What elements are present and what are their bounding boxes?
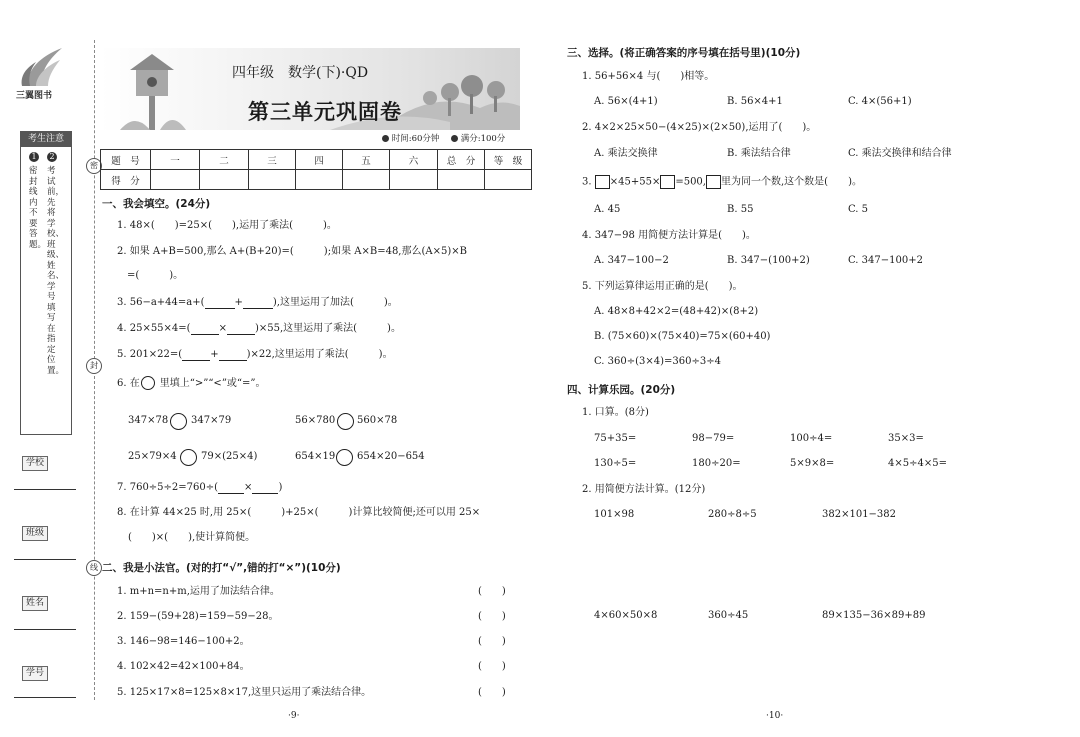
compare-left: 654×19 xyxy=(295,451,336,462)
score-cell[interactable] xyxy=(485,170,532,190)
notice-title: 考生注意 xyxy=(21,132,71,147)
compare-right: 654×20−654 xyxy=(357,451,425,462)
s3-q3-part: =500, xyxy=(675,176,706,188)
compare-right: 79×(25×4) xyxy=(201,451,258,462)
judge-paren[interactable]: ( ) xyxy=(478,687,506,698)
score-table-header: 五 xyxy=(343,150,390,170)
answer-blank[interactable] xyxy=(205,298,235,309)
judge-paren[interactable]: ( ) xyxy=(478,636,506,647)
s3-q3 xyxy=(582,175,862,189)
s3-q3-part: ×45+55× xyxy=(609,176,661,188)
s4-sub2: 2. 用简便方法计算。(12分) xyxy=(582,484,706,495)
s1-q4 xyxy=(117,323,401,335)
s3-option[interactable]: A. 347−100−2 xyxy=(594,255,669,266)
score-table-header: 六 xyxy=(390,150,438,170)
compare-circle[interactable] xyxy=(337,413,354,430)
s3-q2: 2. 4×2×25×50−(4×25)×(2×50),运用了( )。 xyxy=(582,122,817,133)
answer-blank[interactable] xyxy=(219,350,247,361)
oral-item: 130÷5= xyxy=(594,458,637,469)
oral-item: 75+35= xyxy=(594,433,637,444)
s2-item: 3. 146−98=146−100+2。 xyxy=(117,636,250,647)
score-cell[interactable] xyxy=(151,170,200,190)
seal-char-3: 线 xyxy=(86,560,102,576)
notice-number-1: 1 xyxy=(29,152,39,162)
score-table xyxy=(100,149,532,190)
calc-item: 382×101−382 xyxy=(822,509,897,520)
s1-q7-part: 7. 760÷5÷2=760÷( xyxy=(117,482,219,493)
answer-box[interactable] xyxy=(706,175,721,189)
answer-blank[interactable] xyxy=(252,483,278,494)
s3-option[interactable]: B. 乘法结合律 xyxy=(727,148,791,159)
s3-q1: 1. 56+56×4 与( )相等。 xyxy=(582,71,715,82)
field-line-name[interactable] xyxy=(14,629,76,630)
oral-item: 98−79= xyxy=(692,433,735,444)
s2-item: 4. 102×42=42×100+84。 xyxy=(117,661,250,672)
section-1-title: 一、我会填空。(24分) xyxy=(102,198,211,210)
s3-q5: 5. 下列运算律运用正确的是( )。 xyxy=(582,281,743,292)
calc-item: 280÷8÷5 xyxy=(708,509,757,520)
s1-q4-op: × xyxy=(218,323,227,334)
header-grade: 四年级 数学(下)·QD xyxy=(232,65,369,81)
notice-item-1: 密封线内不要答题。 xyxy=(29,166,47,250)
field-line-class[interactable] xyxy=(14,559,76,560)
page-number-left: ·9· xyxy=(288,711,300,721)
s3-option[interactable]: A. 乘法交换律 xyxy=(594,148,658,159)
s3-option[interactable]: B. 55 xyxy=(727,204,754,215)
field-line-school[interactable] xyxy=(14,489,76,490)
s1-q8-line1: 8. 在计算 44×25 时,用 25×( )+25×( )计算比较简便;还可以用 25× xyxy=(117,507,481,518)
oral-item: 180÷20= xyxy=(692,458,741,469)
compare-circle[interactable] xyxy=(170,413,187,430)
field-label-school: 学校 xyxy=(22,456,48,471)
s1-q5 xyxy=(117,349,393,361)
oral-item: 5×9×8= xyxy=(790,458,835,469)
s3-option[interactable]: A. 45 xyxy=(594,204,621,215)
s1-q4-part: )×55,这里运用了乘法( )。 xyxy=(254,323,401,334)
s3-q3-part: 里为同一个数,这个数是( )。 xyxy=(720,176,862,188)
answer-blank[interactable] xyxy=(218,483,244,494)
s2-item: 1. m+n=n+m,运用了加法结合律。 xyxy=(117,586,280,597)
header-score xyxy=(451,133,505,145)
score-cell[interactable] xyxy=(296,170,343,190)
header-title: 第三单元巩固卷 xyxy=(248,100,402,124)
s3-option[interactable]: C. 5 xyxy=(848,204,869,215)
score-table-header: 题 号 xyxy=(101,150,151,170)
compare-left: 25×79×4 xyxy=(128,451,177,462)
oral-item: 35×3= xyxy=(888,433,924,444)
answer-box[interactable] xyxy=(660,175,675,189)
s3-option[interactable]: C. 4×(56+1) xyxy=(848,96,912,107)
s3-option[interactable]: B. 347−(100+2) xyxy=(727,255,810,266)
s2-item: 5. 125×17×8=125×8×17,这里只运用了乘法结合律。 xyxy=(117,687,372,698)
answer-blank[interactable] xyxy=(182,350,210,361)
s1-q2-line2: =( )。 xyxy=(127,270,184,281)
field-label-class: 班级 xyxy=(22,526,48,541)
section-4-title: 四、计算乐园。(20分) xyxy=(567,384,676,396)
s4-sub1: 1. 口算。(8分) xyxy=(582,407,649,418)
judge-paren[interactable]: ( ) xyxy=(478,661,506,672)
notice-item-2: 考试前，先将学校、班级、姓名、学号填写在指定位置。 xyxy=(47,166,65,376)
s1-q3-part: 3. 56−a+44=a+( xyxy=(117,297,205,308)
score-table-header: 三 xyxy=(249,150,296,170)
s1-q7 xyxy=(117,482,282,494)
seal-char-2: 封 xyxy=(86,358,102,374)
clock-icon xyxy=(382,135,389,142)
compare-right: 347×79 xyxy=(191,415,232,426)
compare-left: 56×780 xyxy=(295,415,336,426)
answer-blank[interactable] xyxy=(243,298,273,309)
notice-number-2: 2 xyxy=(47,152,57,162)
s3-q4: 4. 347−98 用简便方法计算是( )。 xyxy=(582,230,756,241)
score-cell[interactable] xyxy=(390,170,438,190)
calc-item: 89×135−36×89+89 xyxy=(822,610,926,621)
s1-q3-op: + xyxy=(234,297,243,308)
calc-item: 360÷45 xyxy=(708,610,749,621)
s1-q5-part: )×22,这里运用了乘法( )。 xyxy=(246,349,393,360)
s3-option[interactable]: A. 56×(4+1) xyxy=(594,96,658,107)
s1-q3 xyxy=(117,297,398,309)
s1-q3-part: ),这里运用了加法( )。 xyxy=(272,297,398,308)
oral-item: 100÷4= xyxy=(790,433,833,444)
score-table-header: 一 xyxy=(151,150,200,170)
score-table-row-label: 得 分 xyxy=(101,170,151,190)
score-icon xyxy=(451,135,458,142)
s3-option[interactable]: A. 48×8+42×2=(48+42)×(8+2) xyxy=(594,306,759,317)
header-time-text: 时间:60分钟 xyxy=(391,134,440,144)
page-number-right: ·10· xyxy=(766,711,784,721)
score-table-header: 二 xyxy=(200,150,249,170)
s3-option[interactable]: C. 乘法交换律和结合律 xyxy=(848,148,952,159)
header-score-text: 满分:100分 xyxy=(460,134,506,144)
seal-char-1: 密 xyxy=(86,158,102,174)
brand-name: 三翼图书 xyxy=(16,91,53,101)
calc-item: 101×98 xyxy=(594,509,635,520)
s3-q3-part: 3. xyxy=(582,176,592,188)
s1-q6: 6. 在 里填上“>”“<”或“=”。 xyxy=(117,378,266,389)
field-line-number[interactable] xyxy=(14,697,76,698)
s1-q1: 1. 48×( )=25×( ),运用了乘法( )。 xyxy=(117,220,337,231)
score-cell[interactable] xyxy=(200,170,249,190)
compare-circle[interactable] xyxy=(336,449,353,466)
s1-q8-line2: ( )×( ),使计算简便。 xyxy=(128,532,256,543)
judge-paren[interactable]: ( ) xyxy=(478,586,506,597)
answer-blank[interactable] xyxy=(227,324,255,335)
s1-q7-part: ) xyxy=(278,482,283,493)
s3-option[interactable]: C. 347−100+2 xyxy=(848,255,923,266)
field-label-number: 学号 xyxy=(22,666,48,681)
section-3-title: 三、选择。(将正确答案的序号填在括号里)(10分) xyxy=(567,47,801,59)
calc-item: 4×60×50×8 xyxy=(594,610,658,621)
s3-option[interactable]: C. 360÷(3×4)=360÷3÷4 xyxy=(594,356,721,367)
score-table-header: 四 xyxy=(296,150,343,170)
score-table-header: 总 分 xyxy=(438,150,485,170)
s3-option[interactable]: B. (75×60)×(75×40)=75×(60+40) xyxy=(594,331,771,342)
compare-circle[interactable] xyxy=(180,449,197,466)
compare-right: 560×78 xyxy=(357,415,398,426)
field-label-name: 姓名 xyxy=(22,596,48,611)
s1-q5-op: + xyxy=(210,349,219,360)
s1-q7-op: × xyxy=(244,482,253,493)
notice-box xyxy=(20,131,72,435)
compare-circle-icon xyxy=(141,376,155,390)
brand-logo-icon xyxy=(18,46,66,90)
compare-left: 347×78 xyxy=(128,415,169,426)
judge-paren[interactable]: ( ) xyxy=(478,611,506,622)
s1-q5-part: 5. 201×22=( xyxy=(117,349,183,360)
s1-q4-part: 4. 25×55×4=( xyxy=(117,323,191,334)
score-cell[interactable] xyxy=(249,170,296,190)
header-time xyxy=(382,133,439,145)
score-table-header: 等 级 xyxy=(485,150,532,170)
s2-item: 2. 159−(59+28)=159−59−28。 xyxy=(117,611,279,622)
answer-blank[interactable] xyxy=(191,324,219,335)
score-cell[interactable] xyxy=(438,170,485,190)
section-2-title: 二、我是小法官。(对的打“√”,错的打“×”)(10分) xyxy=(102,562,341,574)
score-cell[interactable] xyxy=(343,170,390,190)
s3-option[interactable]: B. 56×4+1 xyxy=(727,96,783,107)
oral-item: 4×5÷4×5= xyxy=(888,458,947,469)
s1-q2-line1: 2. 如果 A+B=500,那么 A+(B+20)=( );如果 A×B=48,那么(A×5)×B xyxy=(117,246,467,257)
answer-box[interactable] xyxy=(595,175,610,189)
